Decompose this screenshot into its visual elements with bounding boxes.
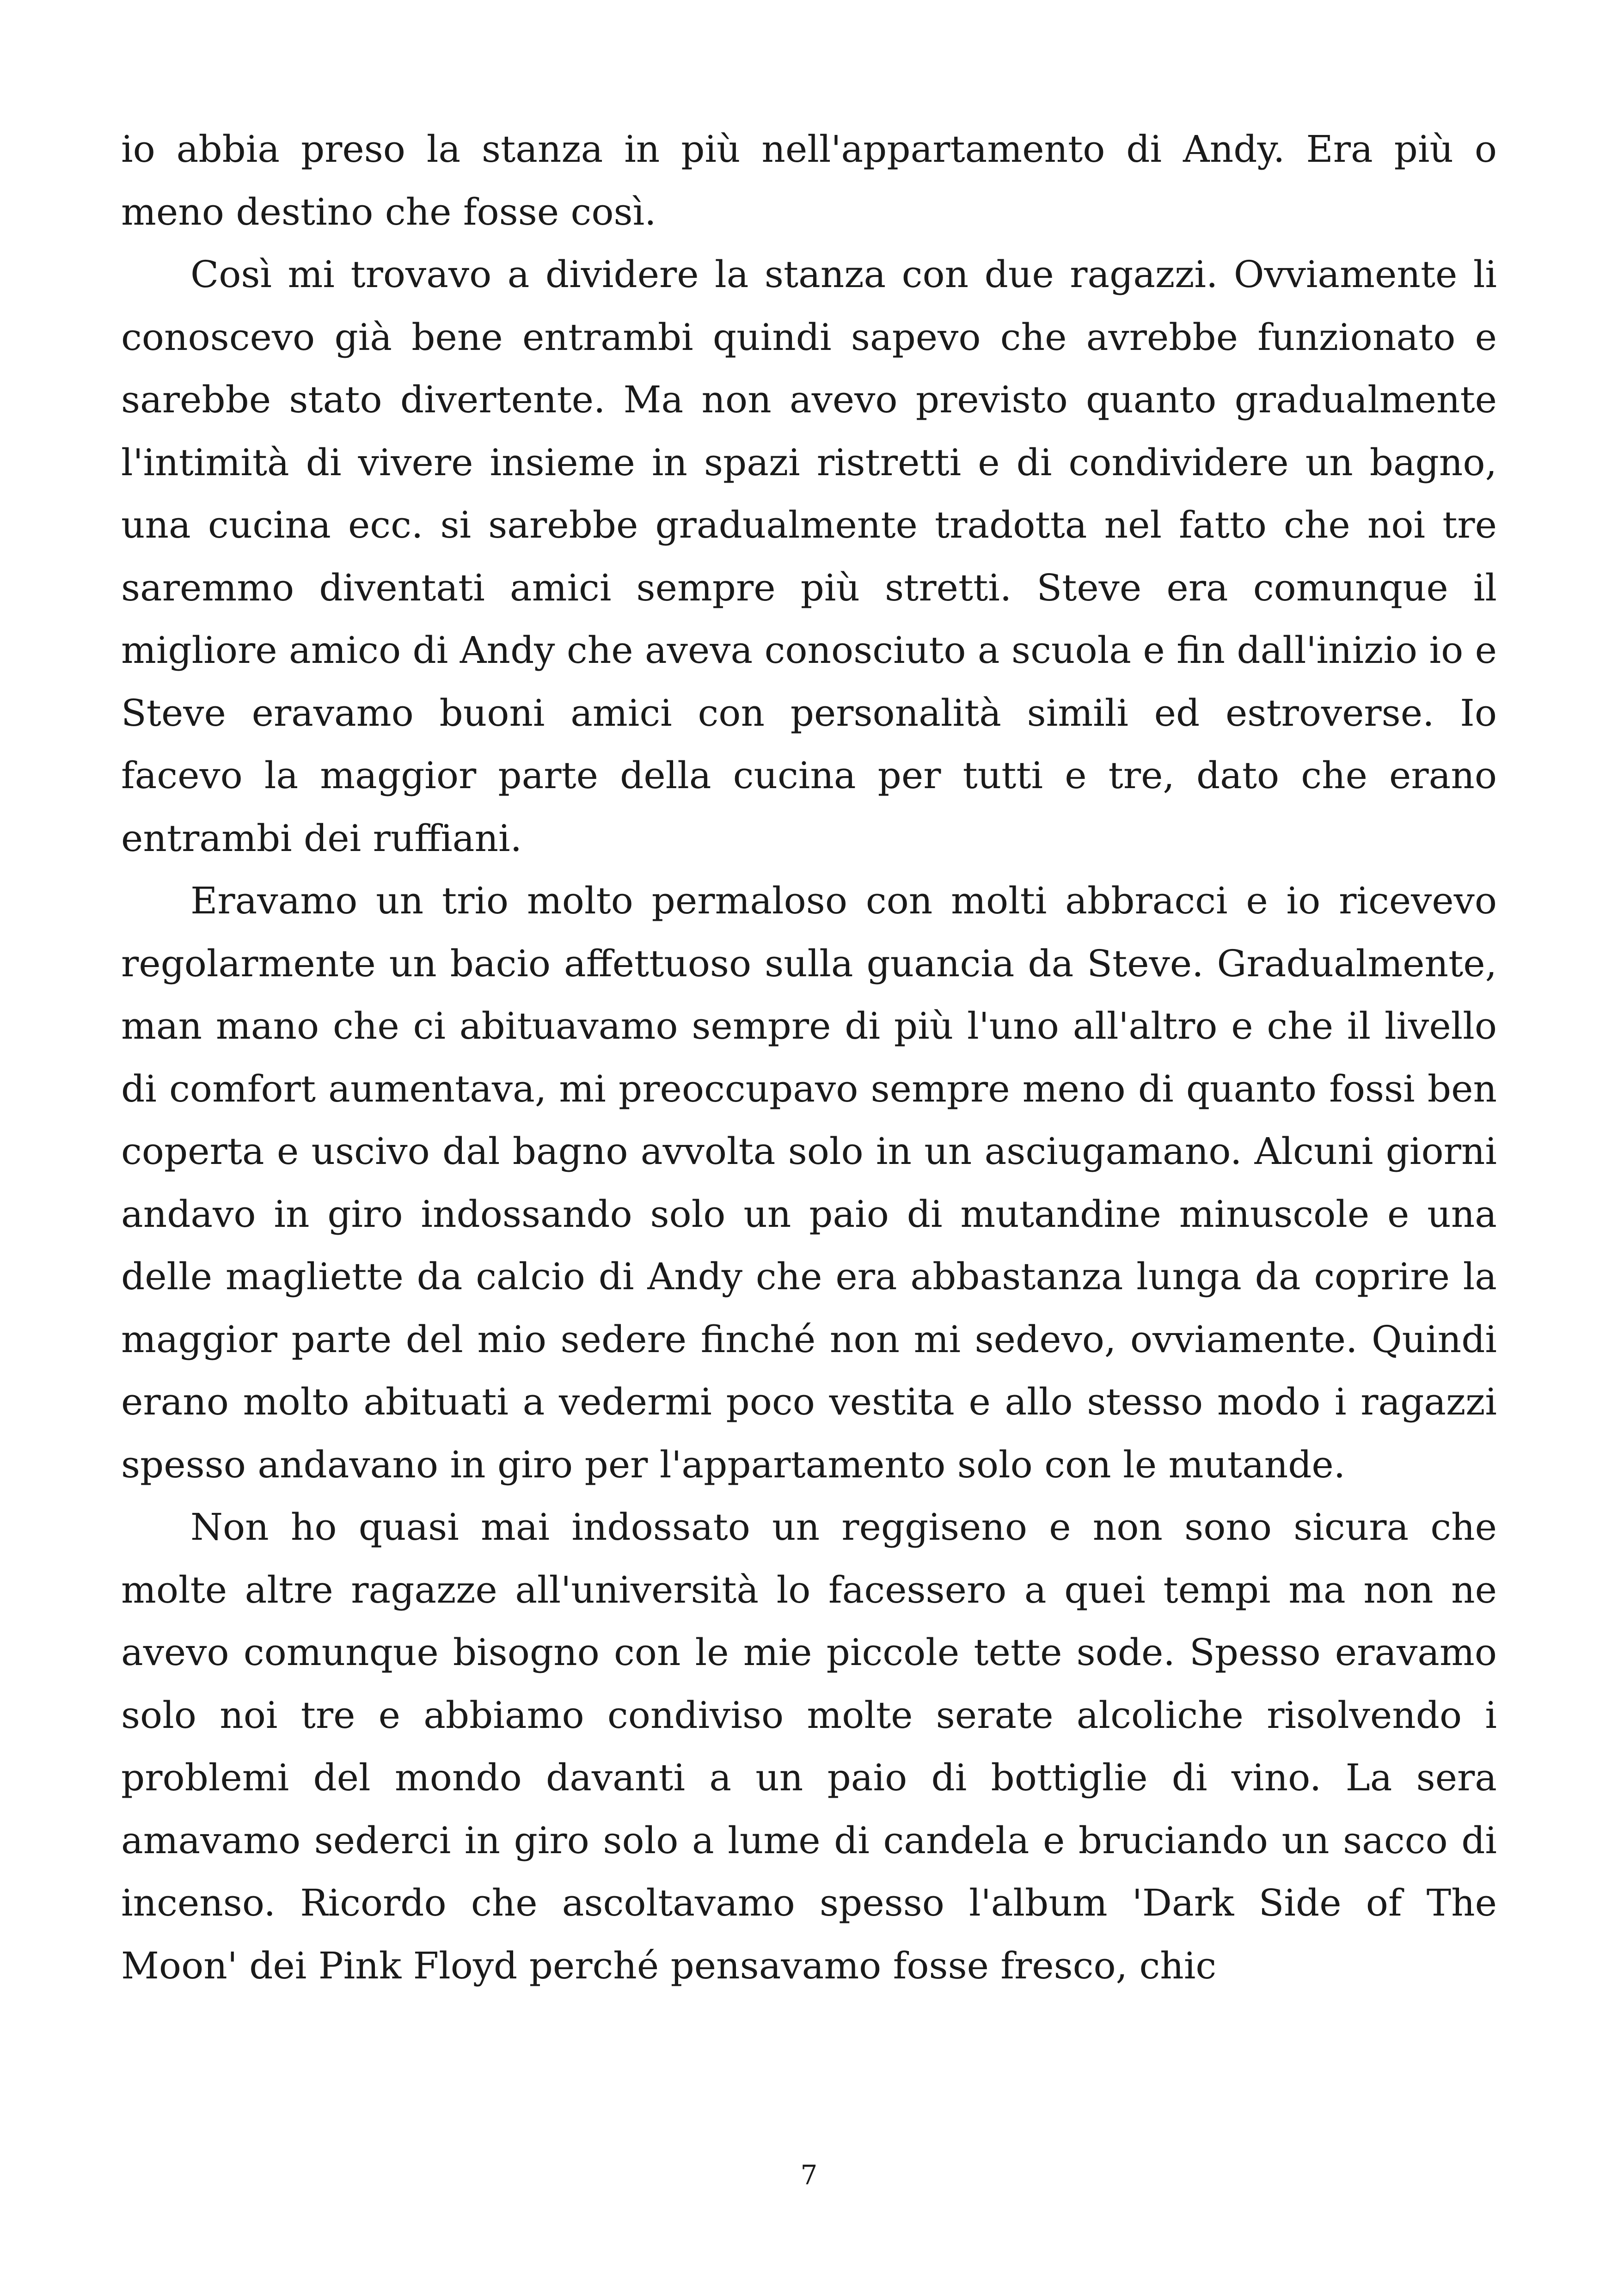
paragraph-continuation: io abbia preso la stanza in più nell'appartamento di Andy. Era più o meno destino che fosse così. [121,128,1497,233]
page-number: 7 [800,2159,818,2191]
body-text [121,118,1497,1997]
paragraph: Così mi trovavo a dividere la stanza con due ragazzi. Ovviamente li conoscevo già bene entrambi quindi sapevo che avrebbe funzionato e sarebbe stato divertente. Ma non avevo previsto quanto gradualmente l'intimità di vivere insieme in spazi ristretti e di condividere un bagno, una cucina ecc. si sarebbe gradualmente tradotta nel fatto che noi tre saremmo diventati amici sempre più stretti. Steve era comunque il migliore amico di Andy che aveva conosciuto a scuola e fin dall'inizio io e Steve eravamo buoni amici con personalità simili ed estroverse. Io facevo la maggior parte della cucina per tutti e tre, dato che erano entrambi dei ruffiani. [121,253,1497,860]
paragraph: Eravamo un trio molto permaloso con molti abbracci e io ricevevo regolarmente un bacio affettuoso sulla guancia da Steve. Gradualmente, man mano che ci abituavamo sempre di più l'uno all'altro e che il livello di comfort aumentava, mi preoccupavo sempre meno di quanto fossi ben coperta e uscivo dal bagno avvolta solo in un asciugamano. Alcuni giorni andavo in giro indossando solo un paio di mutandine minuscole e una delle magliette da calcio di Andy che era abbastanza lunga da coprire la maggior parte del mio sedere finché non mi sedevo, ovviamente. Quindi erano molto abituati a vedermi poco vestita e allo stesso modo i ragazzi spesso andavano in giro per l'appartamento solo con le mutande. [121,879,1497,1486]
paragraph: Non ho quasi mai indossato un reggiseno e non sono sicura che molte altre ragazze all'università lo facessero a quei tempi ma non ne avevo comunque bisogno con le mie piccole tette sode. Spesso eravamo solo noi tre e abbiamo condiviso molte serate alcoliche risolvendo i problemi del mondo davanti a un paio di bottiglie di vino. La sera amavamo sederci in giro solo a lume di candela e bruciando un sacco di incenso. Ricordo che ascoltavamo spesso l'album 'Dark Side of The Moon' dei Pink Floyd perché pensavamo fosse fresco, chic [121,1506,1497,1987]
